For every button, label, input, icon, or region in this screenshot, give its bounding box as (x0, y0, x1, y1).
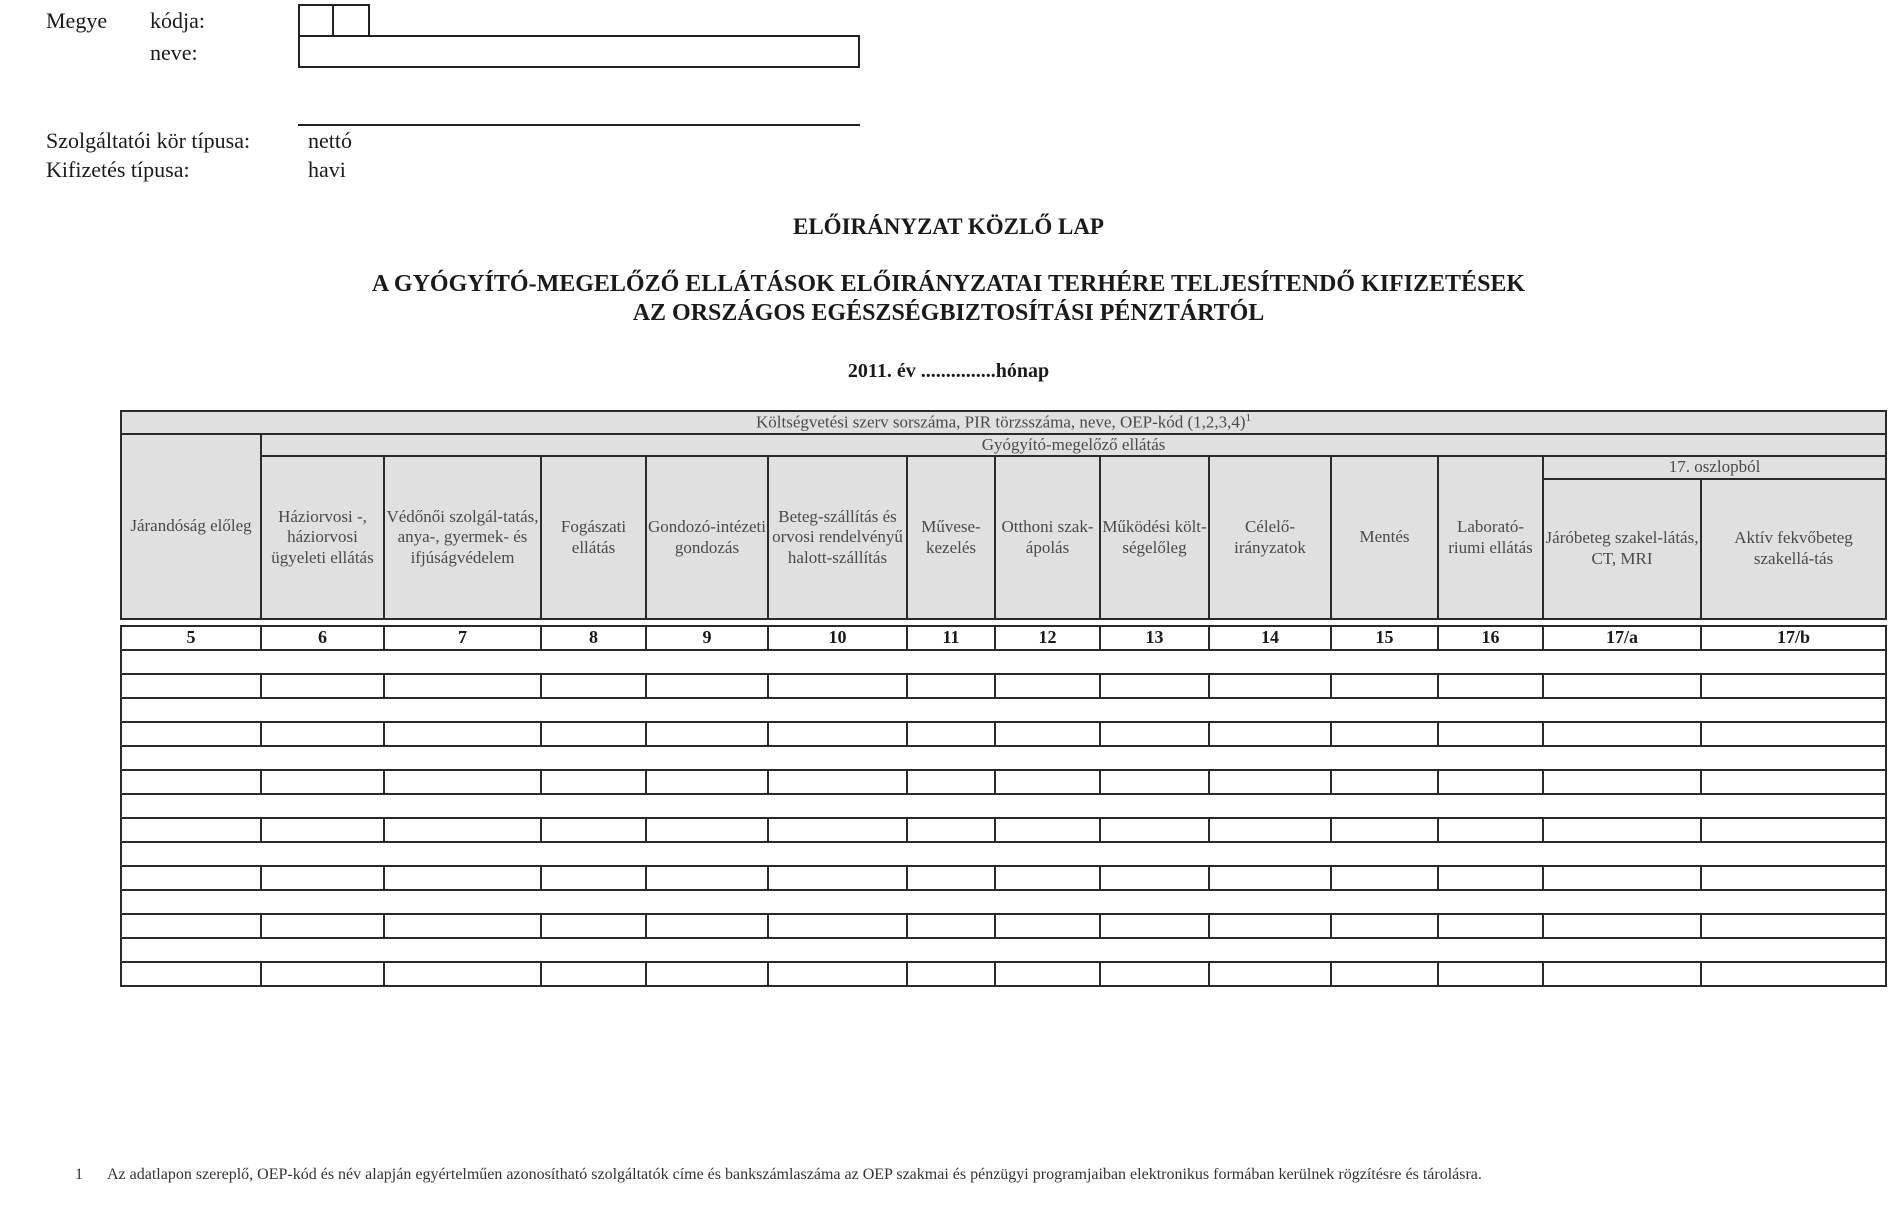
data-cell[interactable] (1100, 866, 1209, 890)
data-cell[interactable] (384, 770, 541, 794)
table-row (121, 938, 1886, 962)
data-cell[interactable] (1701, 962, 1886, 986)
data-cell[interactable] (1331, 770, 1438, 794)
blank-row-cell[interactable] (121, 698, 1886, 722)
data-cell[interactable] (768, 914, 907, 938)
data-cell[interactable] (1209, 866, 1331, 890)
data-cell[interactable] (1543, 962, 1701, 986)
data-cell[interactable] (121, 770, 261, 794)
szolg-label: Szolgáltatói kör típusa: (46, 128, 251, 153)
col-header-10: Beteg-szállítás és orvosi rendelvényű halott-szállítás (768, 456, 907, 618)
data-cell[interactable] (646, 674, 768, 698)
data-cell[interactable] (1438, 914, 1543, 938)
data-cell[interactable] (1331, 674, 1438, 698)
data-cell[interactable] (261, 770, 384, 794)
data-cell[interactable] (384, 818, 541, 842)
title-line-2: AZ ORSZÁGOS EGÉSZSÉGBIZTOSÍTÁSI PÉNZTÁRTÓL (632, 300, 1265, 326)
data-cell[interactable] (1438, 770, 1543, 794)
data-cell[interactable] (1438, 818, 1543, 842)
data-cell[interactable] (1543, 866, 1701, 890)
data-cell[interactable] (1701, 866, 1886, 890)
data-cell[interactable] (261, 722, 384, 746)
table-row (121, 794, 1886, 818)
megye-label: Megye (46, 8, 108, 33)
data-cell[interactable] (541, 722, 646, 746)
table-row (121, 674, 1886, 698)
blank-row-cell[interactable] (121, 842, 1886, 866)
header-gap (121, 619, 1886, 626)
data-cell[interactable] (1543, 722, 1701, 746)
col-num: 8 (541, 626, 646, 650)
data-cell[interactable] (384, 674, 541, 698)
data-cell[interactable] (907, 770, 995, 794)
col-header-11: Művese-kezelés (907, 456, 995, 618)
data-cell[interactable] (646, 770, 768, 794)
footnote-ref: 1 (1245, 412, 1252, 424)
data-cell[interactable] (1100, 962, 1209, 986)
footnote-number: 1 (75, 1166, 83, 1183)
col-header-15: Mentés (1331, 456, 1438, 618)
data-cell[interactable] (1100, 674, 1209, 698)
sub-group-header: 17. oszlopból (1543, 456, 1886, 478)
footnote (75, 1166, 1482, 1184)
data-cell[interactable] (1438, 866, 1543, 890)
table-row (121, 698, 1886, 722)
data-cell[interactable] (907, 914, 995, 938)
col-header-8: Fogászati ellátás (541, 456, 646, 618)
data-cell[interactable] (261, 866, 384, 890)
data-cell[interactable] (1543, 818, 1701, 842)
data-cell[interactable] (1438, 674, 1543, 698)
data-cell[interactable] (768, 866, 907, 890)
data-cell[interactable] (121, 914, 261, 938)
data-cell[interactable] (541, 818, 646, 842)
col-num: 15 (1331, 626, 1438, 650)
data-cell[interactable] (261, 962, 384, 986)
data-cell[interactable] (1331, 962, 1438, 986)
table-row (121, 746, 1886, 770)
table-row (121, 818, 1886, 842)
data-cell[interactable] (541, 674, 646, 698)
appropriation-table (120, 410, 1887, 987)
col-num: 9 (646, 626, 768, 650)
data-cell[interactable] (1100, 818, 1209, 842)
col-num: 6 (261, 626, 384, 650)
data-cell[interactable] (1701, 770, 1886, 794)
data-cell[interactable] (768, 674, 907, 698)
data-cell[interactable] (1331, 914, 1438, 938)
data-cell[interactable] (995, 962, 1100, 986)
data-cell[interactable] (907, 962, 995, 986)
data-cell[interactable] (768, 818, 907, 842)
data-cell[interactable] (1209, 818, 1331, 842)
table-row (121, 890, 1886, 914)
data-cell[interactable] (768, 770, 907, 794)
table-row (121, 722, 1886, 746)
data-cell[interactable] (1100, 722, 1209, 746)
data-cell[interactable] (646, 914, 768, 938)
data-rows (121, 650, 1886, 986)
footnote-text: Az adatlapon szereplő, OEP-kód és név alapján egyértelműen azonosítható szolgáltatók címe és bankszámlaszáma az OEP szakmai és pénzügyi programjaiban elektronikus formában kerülnek rögzítésre és tárolásra. (107, 1166, 1482, 1183)
data-cell[interactable] (1100, 914, 1209, 938)
data-cell[interactable] (995, 674, 1100, 698)
data-cell[interactable] (121, 674, 261, 698)
table-row (121, 650, 1886, 674)
blank-row-cell[interactable] (121, 746, 1886, 770)
blank-row-cell[interactable] (121, 650, 1886, 674)
data-cell[interactable] (541, 962, 646, 986)
data-cell[interactable] (121, 962, 261, 986)
col-header-17a: Járóbeteg szakel-látás, CT, MRI (1543, 479, 1701, 619)
data-cell[interactable] (1438, 962, 1543, 986)
data-cell[interactable] (121, 818, 261, 842)
column-number-row (121, 626, 1886, 650)
data-cell[interactable] (541, 914, 646, 938)
data-cell[interactable] (646, 866, 768, 890)
data-cell[interactable] (384, 962, 541, 986)
data-cell[interactable] (261, 674, 384, 698)
col-num: 16 (1438, 626, 1543, 650)
data-cell[interactable] (1209, 674, 1331, 698)
data-cell[interactable] (1209, 962, 1331, 986)
data-cell[interactable] (1438, 722, 1543, 746)
kodja-input-digit-2[interactable] (332, 4, 370, 37)
group-header: Gyógyító-megelőző ellátás (261, 434, 1886, 456)
data-cell[interactable] (261, 818, 384, 842)
col-num: 17/b (1701, 626, 1886, 650)
data-cell[interactable] (1543, 674, 1701, 698)
page-title: ELŐIRÁNYZAT KÖZLŐ LAP (793, 214, 1104, 239)
col-num: 5 (121, 626, 261, 650)
data-cell[interactable] (646, 818, 768, 842)
data-cell[interactable] (121, 866, 261, 890)
data-cell[interactable] (995, 866, 1100, 890)
data-cell[interactable] (995, 818, 1100, 842)
data-cell[interactable] (907, 674, 995, 698)
data-cell[interactable] (261, 914, 384, 938)
table-row (121, 962, 1886, 986)
data-cell[interactable] (907, 818, 995, 842)
col-header-6: Háziorvosi -, háziorvosi ügyeleti ellátás (261, 456, 384, 618)
data-cell[interactable] (995, 770, 1100, 794)
data-cell[interactable] (1209, 770, 1331, 794)
kodja-label: kódja: (150, 8, 205, 33)
data-cell[interactable] (1701, 914, 1886, 938)
kifiz-label: Kifizetés típusa: (46, 157, 190, 182)
data-cell[interactable] (541, 866, 646, 890)
data-cell[interactable] (384, 722, 541, 746)
kifiz-value: havi (308, 157, 346, 182)
col-header-9: Gondozó-intézeti gondozás (646, 456, 768, 618)
data-cell[interactable] (1543, 914, 1701, 938)
data-cell[interactable] (995, 722, 1100, 746)
data-cell[interactable] (646, 722, 768, 746)
data-cell[interactable] (768, 722, 907, 746)
title-line-1: A GYÓGYÍTÓ-MEGELŐZŐ ELLÁTÁSOK ELŐIRÁNYZATAI TERHÉRE TELJESÍTENDŐ KIFIZETÉSEK (371, 271, 1526, 297)
data-cell[interactable] (1543, 770, 1701, 794)
data-cell[interactable] (1701, 722, 1886, 746)
table-row (121, 842, 1886, 866)
table-row (121, 914, 1886, 938)
col-num: 7 (384, 626, 541, 650)
col-header-13: Működési költ-ségelőleg (1100, 456, 1209, 618)
data-cell[interactable] (384, 866, 541, 890)
data-cell[interactable] (1100, 770, 1209, 794)
data-cell[interactable] (1331, 722, 1438, 746)
col-num: 13 (1100, 626, 1209, 650)
table-row (121, 866, 1886, 890)
col-header-16: Laborató-riumi ellátás (1438, 456, 1543, 618)
data-cell[interactable] (1701, 674, 1886, 698)
neve-label: neve: (150, 40, 198, 65)
col-header-12: Otthoni szak-ápolás (995, 456, 1100, 618)
data-cell[interactable] (768, 962, 907, 986)
data-cell[interactable] (907, 722, 995, 746)
data-cell[interactable] (1331, 866, 1438, 890)
data-cell[interactable] (907, 866, 995, 890)
col-num: 17/a (1543, 626, 1701, 650)
col-header-5: Járandóság előleg (121, 434, 261, 619)
data-cell[interactable] (121, 722, 261, 746)
top-header-text: Költségvetési szerv sorszáma, PIR törzsszáma, neve, OEP-kód (1,2,3,4) (756, 412, 1246, 432)
blank-row-cell[interactable] (121, 794, 1886, 818)
col-header-17b: Aktív fekvőbeteg szakellá-tás (1701, 479, 1886, 619)
blank-row-cell[interactable] (121, 938, 1886, 962)
col-num: 14 (1209, 626, 1331, 650)
table-row (121, 770, 1886, 794)
data-cell[interactable] (1209, 722, 1331, 746)
data-cell[interactable] (1701, 818, 1886, 842)
data-cell[interactable] (384, 914, 541, 938)
col-header-7: Védőnői szolgál-tatás, anya-, gyermek- és ifjúságvédelem (384, 456, 541, 618)
data-cell[interactable] (995, 914, 1100, 938)
top-header-cell (121, 411, 1886, 434)
data-cell[interactable] (1331, 818, 1438, 842)
header-divider (298, 124, 860, 126)
kodja-input-digit-1[interactable] (298, 4, 334, 37)
neve-input[interactable] (298, 35, 860, 68)
col-header-14: Célelő-irányzatok (1209, 456, 1331, 618)
szolg-value: nettó (308, 128, 352, 153)
data-cell[interactable] (646, 962, 768, 986)
data-cell[interactable] (1209, 914, 1331, 938)
period-line: 2011. év ...............hónap (847, 360, 1050, 382)
col-num: 12 (995, 626, 1100, 650)
col-num: 10 (768, 626, 907, 650)
data-cell[interactable] (541, 770, 646, 794)
col-num: 11 (907, 626, 995, 650)
blank-row-cell[interactable] (121, 890, 1886, 914)
